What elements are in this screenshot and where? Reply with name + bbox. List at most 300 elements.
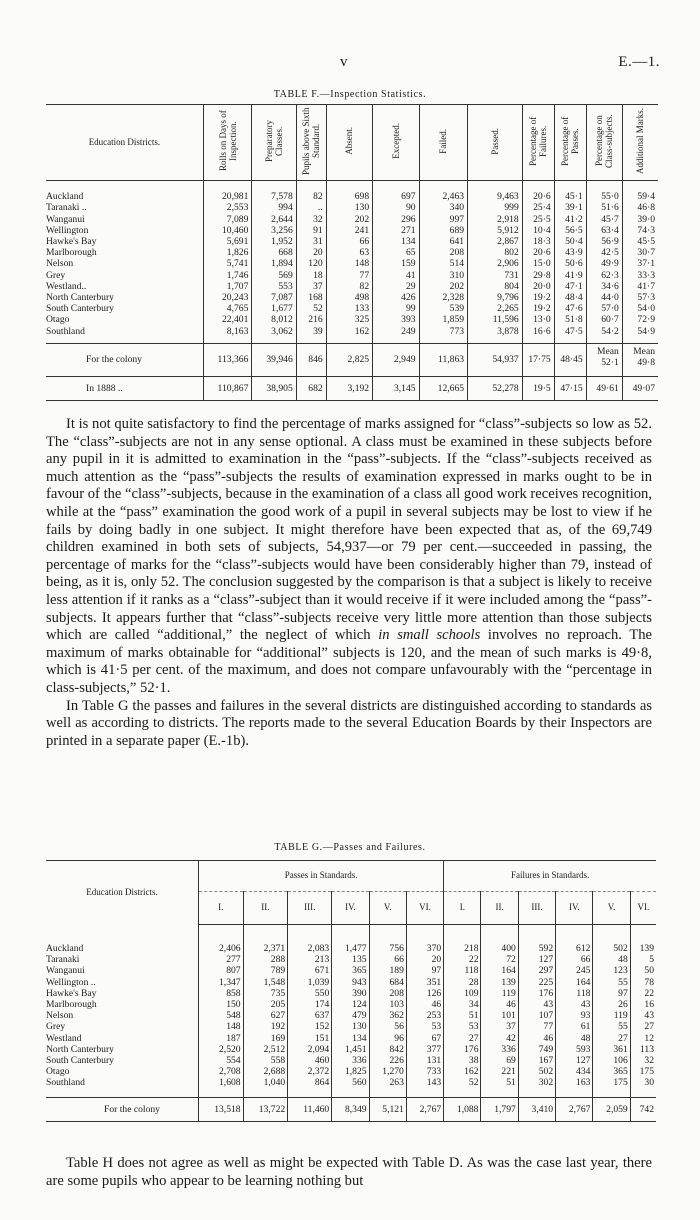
table-cell: 65 (373, 247, 419, 258)
table-row (46, 1044, 656, 1055)
district-name: Nelson (46, 1010, 74, 1022)
table-cell: 38 (444, 1055, 481, 1066)
table-cell: 2,553 (203, 202, 252, 213)
table-cell: 756 (369, 925, 406, 955)
table-cell: 99 (373, 303, 419, 314)
table-cell: 241 (326, 225, 372, 236)
table-cell: 148 (199, 1021, 244, 1032)
table-cell: 9,463 (468, 181, 523, 203)
table-cell: 50 (630, 965, 656, 976)
table-cell: 49·9 (586, 258, 622, 269)
table-cell: 18 (296, 270, 326, 281)
district-name: Hawke's Bay (46, 236, 97, 248)
table-cell: 69 (481, 1055, 518, 1066)
table-cell: 67 (406, 1033, 443, 1044)
district-name: Wanganui (46, 965, 85, 977)
page-number: v (340, 54, 348, 70)
table-cell: 365 (332, 965, 369, 976)
table-cell: 45·5 (622, 236, 658, 247)
table-cell: 25·5 (522, 214, 554, 225)
table-cell: 592 (518, 925, 555, 955)
table-cell: 253 (406, 1010, 443, 1021)
table-cell: 426 (373, 292, 419, 303)
table-cell: 5 (630, 954, 656, 965)
column-header-label: Percentage of Passes. (560, 116, 581, 166)
column-header (622, 105, 658, 181)
table-cell: 27 (444, 1033, 481, 1044)
table-cell: 361 (593, 1044, 630, 1055)
table-cell: 50·6 (554, 258, 586, 269)
table-cell: 336 (481, 1044, 518, 1055)
table-cell: 39·0 (622, 214, 658, 225)
standard-header: III. (288, 892, 332, 925)
table-cell: 689 (419, 225, 468, 236)
column-header-label: Absent. (344, 127, 355, 155)
table-cell: 47·5 (554, 326, 586, 344)
table-cell: 162 (326, 326, 372, 344)
table-cell: 1,952 (252, 236, 296, 247)
table-cell: 10·4 (522, 225, 554, 236)
table-cell: 340 (419, 202, 468, 213)
table-cell: 7,087 (252, 292, 296, 303)
table-cell: 55 (593, 1021, 630, 1032)
table-row (46, 181, 658, 203)
table-cell: 42·5 (586, 247, 622, 258)
standard-header: VI. (406, 892, 443, 925)
table-row (46, 1021, 656, 1032)
table-cell: 502 (593, 925, 630, 955)
column-header-label: Additional Marks. (635, 108, 646, 174)
table-row (46, 1077, 656, 1097)
table-cell: 1,746 (203, 270, 252, 281)
table-cell: 2,520 (199, 1044, 244, 1055)
table-row (46, 247, 658, 258)
table-cell: 2,906 (468, 258, 523, 269)
table-cell: 671 (288, 965, 332, 976)
table-cell (622, 343, 658, 376)
document-reference: E.—1. (618, 54, 660, 70)
table-cell: 2,372 (288, 1066, 332, 1077)
column-header (522, 105, 554, 181)
standard-header: V. (593, 892, 630, 925)
table-cell: 460 (288, 1055, 332, 1066)
table-cell: 2,083 (288, 925, 332, 955)
table-cell: 34·6 (586, 281, 622, 292)
table-cell: 20 (296, 247, 326, 258)
table-cell: 5,741 (203, 258, 252, 269)
table-cell: 3,145 (373, 376, 419, 400)
district-name: Marlborough (46, 999, 97, 1011)
table-cell: 45·7 (586, 214, 622, 225)
table-cell: 43 (518, 999, 555, 1010)
table-cell: 27 (593, 1033, 630, 1044)
table-cell: 37·1 (622, 258, 658, 269)
table-cell: 245 (556, 965, 593, 976)
table-cell: 91 (296, 225, 326, 236)
table-cell: 32 (296, 214, 326, 225)
table-cell: 46·8 (622, 202, 658, 213)
table-cell: 175 (593, 1077, 630, 1097)
table-cell: 697 (373, 181, 419, 203)
table-cell: 8,012 (252, 314, 296, 325)
table-g-title: TABLE G.—Passes and Failures. (274, 842, 426, 853)
table-cell: 54·0 (622, 303, 658, 314)
table-cell: 48 (593, 954, 630, 965)
table-cell: 22 (630, 988, 656, 999)
table-cell: 30·7 (622, 247, 658, 258)
table-cell: 434 (556, 1066, 593, 1077)
table-cell: 550 (288, 988, 332, 999)
table-cell: 208 (369, 988, 406, 999)
table-cell: 96 (369, 1033, 406, 1044)
table-cell: 176 (444, 1044, 481, 1055)
table-cell: 2,328 (419, 292, 468, 303)
table-cell: 48·4 (554, 292, 586, 303)
district-name: Taranaki .. (46, 202, 87, 214)
table-cell: 1,088 (444, 1097, 481, 1121)
table-cell: 44·0 (586, 292, 622, 303)
column-header (326, 105, 372, 181)
standard-header: I. (444, 892, 481, 925)
standard-header: II. (481, 892, 518, 925)
table-row (46, 1055, 656, 1066)
table-cell: 5,121 (369, 1097, 406, 1121)
column-header: Education Districts. (46, 105, 203, 181)
table-cell: 57·0 (586, 303, 622, 314)
table-cell: 53 (444, 1021, 481, 1032)
table-cell: 16 (630, 999, 656, 1010)
table-cell: 943 (332, 977, 369, 988)
page-header (0, 54, 700, 74)
table-cell: 13,722 (243, 1097, 288, 1121)
table-cell: 2,059 (593, 1097, 630, 1121)
table-cell: 26 (593, 999, 630, 1010)
table-cell: 1,347 (199, 977, 244, 988)
table-cell: 742 (630, 1097, 656, 1121)
column-header (554, 105, 586, 181)
table-cell: 1,894 (252, 258, 296, 269)
table-cell: 297 (518, 965, 555, 976)
table-cell: 13·0 (522, 314, 554, 325)
table-cell: 19·5 (522, 376, 554, 400)
standard-header: IV. (332, 892, 369, 925)
column-header (468, 105, 523, 181)
table-cell: 8,349 (332, 1097, 369, 1121)
table-cell: 370 (406, 925, 443, 955)
previous-year-row (46, 376, 658, 400)
table-cell: 554 (199, 1055, 244, 1066)
table-cell: 77 (326, 270, 372, 281)
table-cell: 130 (332, 1021, 369, 1032)
table-cell: 66 (556, 954, 593, 965)
table-cell: 569 (252, 270, 296, 281)
district-name: North Canterbury (46, 1043, 114, 1055)
table-cell: 51·6 (586, 202, 622, 213)
table-cell: 3,410 (518, 1097, 555, 1121)
table-cell: 123 (593, 965, 630, 976)
table-cell: 13,518 (199, 1097, 244, 1121)
table-cell: 1,548 (243, 977, 288, 988)
table-cell: 97 (406, 965, 443, 976)
table-row (46, 954, 656, 965)
table-cell: 5,912 (468, 225, 523, 236)
column-header (586, 105, 622, 181)
table-cell: 48·45 (554, 343, 586, 376)
table-cell: 1,677 (252, 303, 296, 314)
table-row (46, 281, 658, 292)
table-cell: 2,094 (288, 1044, 332, 1055)
table-cell: 39 (296, 326, 326, 344)
district-name: Wellington .. (46, 976, 96, 988)
table-cell: 641 (419, 236, 468, 247)
column-header-label: Percentage on Class-subjects. (594, 114, 615, 168)
table-cell: 49·07 (622, 376, 658, 400)
table-cell: 310 (419, 270, 468, 281)
table-cell: 189 (369, 965, 406, 976)
table-cell: 999 (468, 202, 523, 213)
table-cell: 78 (630, 977, 656, 988)
table-cell: 789 (243, 965, 288, 976)
standard-header: VI. (630, 892, 656, 925)
district-name: Grey (46, 1021, 66, 1033)
table-row (46, 214, 658, 225)
table-cell: 164 (481, 965, 518, 976)
table-cell: 110,867 (203, 376, 252, 400)
table-cell: 113,366 (203, 343, 252, 376)
table-cell: 41·9 (554, 270, 586, 281)
table-cell: 5,691 (203, 236, 252, 247)
district-name: Marlborough (46, 247, 97, 259)
table-cell: 127 (556, 1055, 593, 1066)
district-name: Hawke's Bay (46, 987, 97, 999)
table-cell: 72 (481, 954, 518, 965)
table-cell: 637 (288, 1010, 332, 1021)
table-cell: 802 (468, 247, 523, 258)
table-cell: 17·75 (522, 343, 554, 376)
table-cell: 82 (326, 281, 372, 292)
table-cell: 1,477 (332, 925, 369, 955)
table-row (46, 303, 658, 314)
table-cell: 126 (406, 988, 443, 999)
table-cell: 1,797 (481, 1097, 518, 1121)
table-cell: 12,665 (419, 376, 468, 400)
table-cell: 558 (243, 1055, 288, 1066)
mean-label: Mean (633, 345, 655, 357)
table-cell: 249 (373, 326, 419, 344)
table-cell: 135 (332, 954, 369, 965)
table-cell: 351 (406, 977, 443, 988)
table-cell: 560 (332, 1077, 369, 1097)
table-cell: 2,867 (468, 236, 523, 247)
colony-total-row (46, 1097, 656, 1121)
table-cell: 20,243 (203, 292, 252, 303)
table-cell: 365 (593, 1066, 630, 1077)
table-cell: 994 (252, 202, 296, 213)
table-cell: 749 (518, 1044, 555, 1055)
table-cell: 18·3 (522, 236, 554, 247)
table-cell: 148 (326, 258, 372, 269)
column-header-label: Passed. (489, 127, 500, 155)
table-cell: 77 (518, 1021, 555, 1032)
table-cell: 38,905 (252, 376, 296, 400)
table-cell: 2,767 (556, 1097, 593, 1121)
table-cell: 28 (444, 977, 481, 988)
table-cell: 60·7 (586, 314, 622, 325)
table-cell: 72·9 (622, 314, 658, 325)
table-cell: 43 (630, 1010, 656, 1021)
paragraph-table-g-intro: In Table G the passes and failures in the several districts are distinguished according to standards as well as according to districts. The reports made to the several Education Boards by their Inspectors are printed in a separate paper (E.-1b). (46, 697, 652, 749)
table-cell: 502 (518, 1066, 555, 1077)
table-cell: 2,949 (373, 343, 419, 376)
table-cell: 514 (419, 258, 468, 269)
table-cell: 627 (243, 1010, 288, 1021)
table-cell (586, 343, 622, 376)
column-header (252, 105, 296, 181)
table-cell: 119 (593, 1010, 630, 1021)
table-cell: 3,878 (468, 326, 523, 344)
table-cell: 52 (296, 303, 326, 314)
table-cell: 393 (373, 314, 419, 325)
table-cell: 55·0 (586, 181, 622, 203)
table-cell-value: 52·1 (601, 356, 619, 368)
table-cell-value: 49·8 (637, 356, 655, 368)
table-row (46, 258, 658, 269)
table-cell: 124 (332, 999, 369, 1010)
district-name: Otago (46, 314, 70, 326)
table-cell: 50·4 (554, 236, 586, 247)
table-cell: 37 (296, 281, 326, 292)
table-cell: 134 (332, 1033, 369, 1044)
table-row (46, 202, 658, 213)
table-cell: 804 (468, 281, 523, 292)
table-cell: 208 (419, 247, 468, 258)
column-header-label: Rolls on Days of Inspection. (217, 110, 238, 172)
table-cell: 29·8 (522, 270, 554, 281)
table-cell: 20,981 (203, 181, 252, 203)
table-cell: 1,451 (332, 1044, 369, 1055)
table-cell: 46 (481, 999, 518, 1010)
table-row (46, 236, 658, 247)
table-cell: 113 (630, 1044, 656, 1055)
table-cell: 176 (518, 988, 555, 999)
table-cell: 51 (481, 1077, 518, 1097)
table-cell: 66 (369, 954, 406, 965)
table-cell: 288 (243, 954, 288, 965)
table-cell: 63 (326, 247, 372, 258)
table-cell: 151 (288, 1033, 332, 1044)
passes-failures-table (46, 860, 656, 1122)
table-cell: 46 (518, 1033, 555, 1044)
table-cell: 52,278 (468, 376, 523, 400)
closing-paragraph: Table H does not agree as well as might be expected with Table D. As was the case last year, there are some pupils who appear to be learning nothing but (46, 1155, 652, 1189)
table-cell: 19·2 (522, 303, 554, 314)
table-cell: 1,040 (243, 1077, 288, 1097)
previous-year-label: In 1888 .. (46, 376, 203, 400)
table-cell: 48 (556, 1033, 593, 1044)
table-cell: 548 (199, 1010, 244, 1021)
table-cell: 2,918 (468, 214, 523, 225)
table-cell: 34 (444, 999, 481, 1010)
table-cell: 130 (326, 202, 372, 213)
table-cell: 325 (326, 314, 372, 325)
colony-total-row (46, 343, 658, 376)
district-name: Westland (46, 1032, 82, 1044)
table-cell: 8,163 (203, 326, 252, 344)
table-cell: 997 (419, 214, 468, 225)
column-header-label: Preparatory Classes. (264, 120, 285, 162)
table-cell: .. (296, 202, 326, 213)
table-cell: 2,708 (199, 1066, 244, 1077)
district-name: Southland (46, 1077, 85, 1089)
table-cell: 103 (369, 999, 406, 1010)
paragraph-class-subjects: It is not quite satisfactory to find the percentage of marks assigned for “class”-subjects so low as 52. The “class”-subjects are not in any sense optional. A class must be examined in these subjects before any pupil in it is admitted to examination in the “pass”-subjects. If the “class”-subjects received as much attention as the “pass”-subjects the results of examination expressed in marks ought to be in favour of the “class”-subjects, because in the examination of a class all good work receives recognition, while at the “pass” examination the good work of a pupil in several subjects may be lost to view if he fails by doing badly in one subject. It might therefore have been expected that as, of the 69,749 children examined in both sets of subjects, 54,937—or 79 per cent.—succeeded in passing, the percentage of marks for the “class”-subjects would have been considerably higher than 79, instead of being, as it is, only 52. The conclusion suggested by the comparison is that a subject is likely to receive less attention if it ranks as a “class”-subject than it would receive if it were included among the “pass”-subjects. It appears further that “class”-subjects receive very little more attention than those subjects which are called “additional,” the neglect of which in small schools involves no reproach. The maximum of marks obtainable for “additional” subjects is 120, and the mean of such marks is 49·8, which is 41·5 per cent. of the maximum, and does not compare unfavourably with the “percentage in class-subjects,” 52·1. (46, 416, 653, 696)
district-name: North Canterbury (46, 292, 114, 304)
table-cell: 377 (406, 1044, 443, 1055)
table-cell: 612 (556, 925, 593, 955)
table-cell: 553 (252, 281, 296, 292)
table-cell: 57·3 (622, 292, 658, 303)
table-cell: 846 (296, 343, 326, 376)
district-name: Nelson (46, 258, 74, 270)
table-cell: 187 (199, 1033, 244, 1044)
table-cell: 698 (326, 181, 372, 203)
table-cell: 54·9 (622, 326, 658, 344)
failures-header: Failures in Standards. (444, 861, 656, 892)
table-row (46, 925, 656, 955)
table-cell: 1,270 (369, 1066, 406, 1077)
table-cell: 593 (556, 1044, 593, 1055)
table-cell: 120 (296, 258, 326, 269)
table-cell: 41·7 (622, 281, 658, 292)
table-cell: 277 (199, 954, 244, 965)
colony-label: For the colony (46, 1097, 199, 1121)
table-cell: 119 (481, 988, 518, 999)
table-cell: 296 (373, 214, 419, 225)
standard-header: III. (518, 892, 555, 925)
table-cell: 101 (481, 1010, 518, 1021)
table-cell: 47·6 (554, 303, 586, 314)
table-cell: 226 (369, 1055, 406, 1066)
table-cell: 11,460 (288, 1097, 332, 1121)
table-cell: 19·2 (522, 292, 554, 303)
table-cell: 16·6 (522, 326, 554, 344)
column-header (296, 105, 326, 181)
table-cell: 10,460 (203, 225, 252, 236)
table-cell: 41·2 (554, 214, 586, 225)
column-header (373, 105, 419, 181)
table-cell: 55 (593, 977, 630, 988)
table-cell: 1,039 (288, 977, 332, 988)
table-cell: 1,825 (332, 1066, 369, 1077)
district-name: South Canterbury (46, 1055, 114, 1067)
column-header (203, 105, 252, 181)
table-cell: 773 (419, 326, 468, 344)
table-cell: 216 (296, 314, 326, 325)
table-row (46, 1066, 656, 1077)
table-cell: 56 (369, 1021, 406, 1032)
table-cell: 43 (556, 999, 593, 1010)
table-cell: 53 (406, 1021, 443, 1032)
table-cell: 162 (444, 1066, 481, 1077)
table-cell: 47·15 (554, 376, 586, 400)
table-cell: 47·1 (554, 281, 586, 292)
table-row (46, 1033, 656, 1044)
table-cell: 29 (373, 281, 419, 292)
table-cell: 271 (373, 225, 419, 236)
table-cell: 139 (630, 925, 656, 955)
table-cell: 682 (296, 376, 326, 400)
table-f-title: TABLE F.—Inspection Statistics. (273, 89, 427, 100)
